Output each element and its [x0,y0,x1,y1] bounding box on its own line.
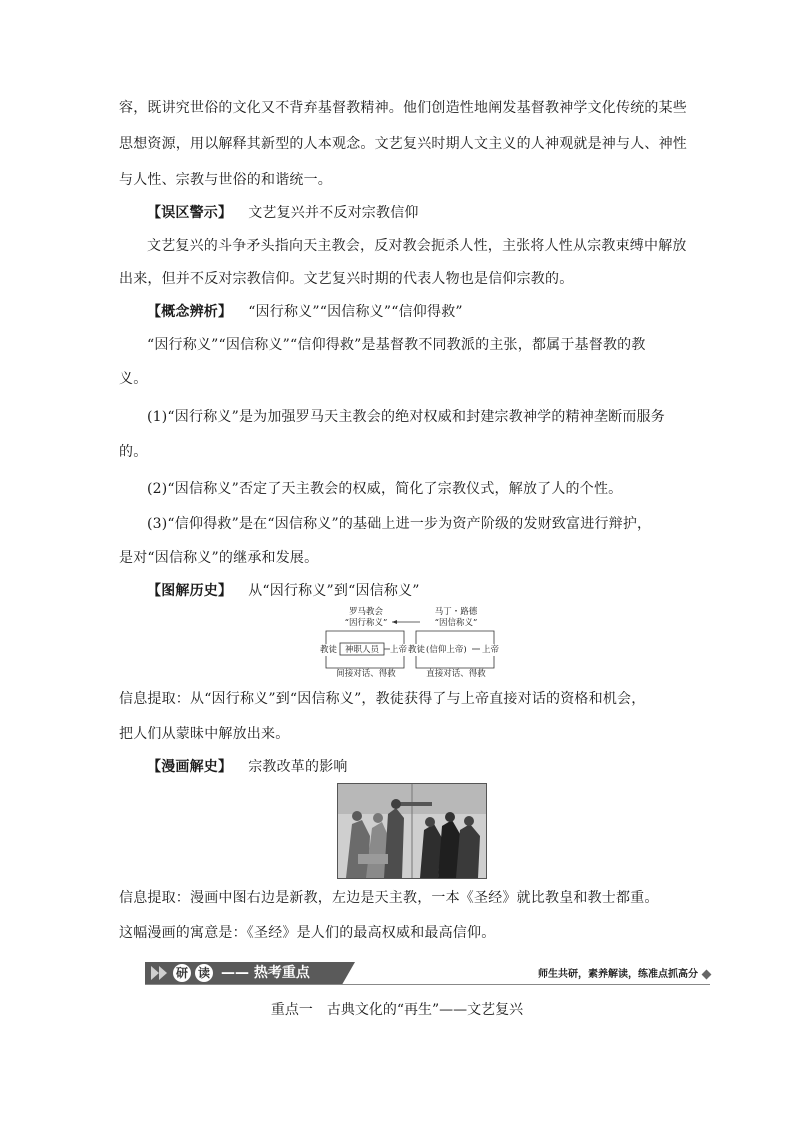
roman-church-label: 罗马教会 [348,607,384,617]
left-top-bracket [326,631,404,644]
left-believer-label: 教徒 [320,645,338,655]
right-believer-label: 教徒 [408,645,426,655]
right-bottom-label: 直接对话、得救 [426,669,486,678]
left-bottom-bracket [326,656,404,668]
body-text-line: 容，既讲究世俗的文化又不背弃基督教精神。他们创造性地阐发基督教神学文化传统的某些 [119,100,687,116]
section-tag: 【图解历史】 [147,583,233,599]
banner-char-badge: 读 [195,964,213,982]
section-title: “因行称义”“因信称义”“信仰得救” [248,304,463,320]
left-bottom-label: 间接对话、得救 [336,669,396,678]
misunderstanding-heading [147,203,419,223]
right-doctrine-label: “因信称义” [434,618,478,628]
list-item: (1)“因行称义”是为加强罗马天主教会的绝对权威和封建宗教神学的精神垄断而服务 [147,409,665,425]
doctrine-diagram [316,604,506,678]
body-text-line: 这幅漫画的寓意是：《圣经》是人们的最高权威和最高信仰。 [119,925,496,941]
cartoon-heading [147,757,348,777]
left-god-label: 上帝 [390,645,408,655]
section-title: 宗教改革的影响 [248,759,348,775]
section-tag: 【漫画解史】 [147,759,233,775]
section-tag: 【概念辨析】 [147,304,233,320]
banner-slogan: 师生共研，素养解读，练准点抓高分 [538,969,698,980]
list-item: (3)“信仰得救”是在“因信称义”的基础上进一步为资产阶级的发财致富进行辩护， [147,516,652,532]
body-text-line: 信息提取：漫画中图右边是新教，左边是天主教，一本《圣经》就比教皇和教士都重。 [119,890,659,906]
right-top-bracket [416,631,494,644]
chevron-right-icon [151,966,159,980]
luther-label: 马丁・路德 [434,607,478,617]
chevron-right-icon [159,966,167,980]
left-arrow-head [392,620,397,624]
body-text-line: 把人们从蒙昧中解放出来。 [119,726,290,742]
banner-char-badge: 研 [173,964,191,982]
clergy-label: 神职人员 [344,645,380,655]
body-text-line: 信息提取：从“因行称义”到“因信称义”，教徒获得了与上帝直接对话的资格和机会， [119,691,646,707]
body-text-line: 思想资源，用以解释其新型的人本观念。文艺复兴时期人文主义的人神观就是神与人、神性 [119,136,687,152]
body-text-line: 义。 [119,371,148,387]
faith-label: (信仰上帝) [426,645,467,655]
section-title: 文艺复兴并不反对宗教信仰 [248,205,419,221]
section-title: 从“因行称义”到“因信称义” [248,583,420,599]
diagram-heading [147,581,420,601]
section-tag: 【误区警示】 [147,205,233,221]
reformation-cartoon-image [337,783,487,879]
list-item-continued: 的。 [119,444,148,460]
list-item-continued: 是对“因信称义”的继承和发展。 [119,550,319,566]
study-banner [145,962,710,986]
section-heading: 重点一 古典文化的“再生”——文艺复兴 [270,1002,524,1018]
body-text-line: 与人性、宗教与世俗的和谐统一。 [119,172,332,188]
banner-title: —— 热考重点 [221,965,310,981]
body-text-line: 出来，但并不反对宗教信仰。文艺复兴时期的代表人物也是信仰宗教的。 [119,271,574,287]
left-doctrine-label: “因行称义” [344,618,388,628]
right-bottom-bracket [416,656,494,668]
body-text-line: “因行称义”“因信称义”“信仰得救”是基督教不同教派的主张，都属于基督教的教 [147,337,646,353]
diamond-icon [702,970,712,980]
right-god-label: 上帝 [482,645,500,655]
banner-rule [145,984,710,985]
body-text-line: 文艺复兴的斗争矛头指向天主教会，反对教会扼杀人性，主张将人性从宗教束缚中解放 [147,238,687,254]
list-item: (2)“因信称义”否定了天主教会的权威，简化了宗教仪式，解放了人的个性。 [147,481,623,497]
concept-heading [147,302,463,322]
